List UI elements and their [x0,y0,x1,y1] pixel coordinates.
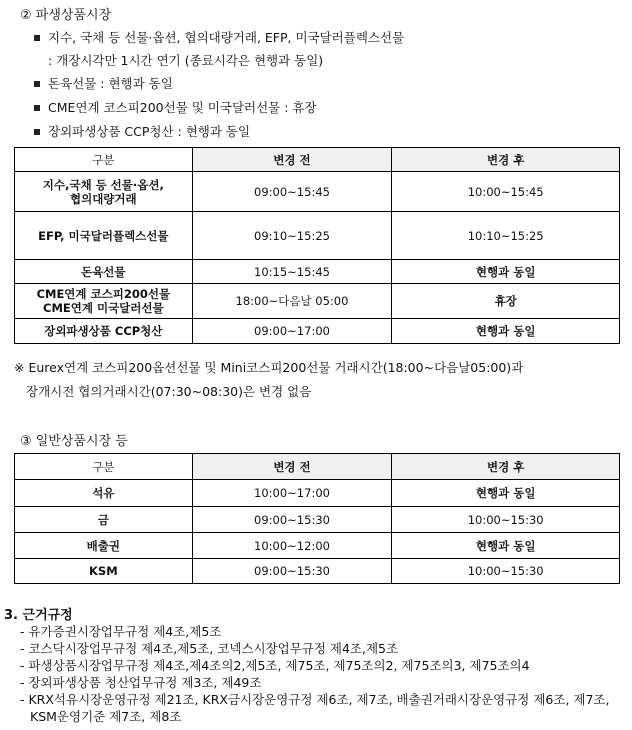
table-row [15,480,620,507]
table-row [15,533,620,559]
row-before: 09:00~15:30 [192,507,392,533]
row-after: 10:10~15:25 [392,212,620,260]
bullet-item [34,74,173,92]
category-line1: CME연계 코스피200선물 [36,287,171,301]
category-line2: CME연계 미국달러선물 [43,301,164,315]
basis-item-continuation: KSM운영기준 제7조, 제8조 [30,709,182,724]
row-after: 휴장 [392,284,620,319]
header-after: 변경 후 [392,454,620,480]
row-before: 09:10~15:25 [192,212,392,260]
row-category: 장외파생상품 CCP청산 [15,319,193,344]
bullet-text: CME연계 코스피200선물 및 미국달러선물 : 휴장 [48,100,317,115]
row-before: 09:00~15:45 [192,172,392,212]
row-before: 10:00~12:00 [192,533,392,559]
row-category: KSM [15,559,193,584]
bullet-subtext: : 개장시각만 1시간 연기 (종료시각은 현행과 동일) [48,53,324,68]
row-after: 10:00~15:30 [392,507,620,533]
row-before: 18:00~다음날 05:00 [192,284,392,319]
derivatives-hours-table [14,147,620,344]
header-after: 변경 후 [392,148,620,172]
table-row [15,559,620,584]
row-before: 09:00~15:30 [192,559,392,584]
basis-item: - 장외파생상품 청산업무규정 제3조, 제49조 [20,675,262,690]
table-header-row [15,148,620,172]
table-row [15,507,620,533]
row-category [15,172,193,212]
row-category: 배출권 [15,533,193,559]
header-category: 구분 [15,148,193,172]
square-bullet-icon [34,129,40,135]
square-bullet-icon [34,81,40,87]
bullet-text: 지수, 국채 등 선물·옵션, 협의대량거래, EFP, 미국달러플렉스선물 [48,30,405,45]
table-row [15,212,620,260]
row-category: 돈육선물 [15,260,193,284]
row-after: 10:00~15:45 [392,172,620,212]
note-line2: 장개시전 협의거래시간(07:30~08:30)은 변경 없음 [26,384,312,399]
table-row [15,172,620,212]
section-title-commodity: ③ 일반상품시장 등 [20,434,128,449]
basis-item: - KRX석유시장운영규정 제21조, KRX금시장운영규정 제6조, 제7조, 배출권거래시장운영규정 제6조, 제7조, [20,692,610,707]
row-after: 현행과 동일 [392,319,620,344]
row-before: 10:00~17:00 [192,480,392,507]
table-row [15,260,620,284]
category-line1: 지수,국채 등 선물·옵션, [42,177,164,192]
header-before: 변경 전 [192,454,392,480]
table-header-row [15,454,620,480]
row-category [15,284,193,319]
bullet-text: 장외파생상품 CCP청산 : 현행과 동일 [48,124,251,139]
category-line2: 협의대량거래 [69,191,137,206]
row-after: 10:00~15:30 [392,559,620,584]
row-category: 금 [15,507,193,533]
bullet-item [34,122,250,140]
header-category: 구분 [15,454,193,480]
bullet-item [34,28,404,46]
row-after: 현행과 동일 [392,480,620,507]
table-row [15,284,620,319]
basis-item: - 유가증권시장업무규정 제4조,제5조 [20,624,222,639]
section-title-derivatives: ② 파생상품시장 [20,8,112,23]
basis-item: - 파생상품시장업무규정 제4조,제4조의2,제5조, 제75조, 제75조의2, 제75조의3, 제75조의4 [20,658,530,673]
basis-item: - 코스닥시장업무규정 제4조,제5조, 코넥스시장업무규정 제4조,제5조 [20,641,399,656]
basis-title: 3. 근거규정 [4,608,73,623]
bullet-text: 돈육선물 : 현행과 동일 [48,76,173,91]
row-before: 09:00~17:00 [192,319,392,344]
note-line1: ※ Eurex연계 코스피200옵션선물 및 Mini코스피200선물 거래시간(18:00~다음날05:00)과 [14,360,524,375]
bullet-item [34,98,317,116]
square-bullet-icon [34,105,40,111]
commodity-hours-table [14,453,620,584]
table-row [15,319,620,344]
row-before: 10:15~15:45 [192,260,392,284]
row-category: EFP, 미국달러플렉스선물 [15,212,193,260]
square-bullet-icon [34,35,40,41]
row-category: 석유 [15,480,193,507]
row-after: 현행과 동일 [392,533,620,559]
row-after: 현행과 동일 [392,260,620,284]
header-before: 변경 전 [192,148,392,172]
